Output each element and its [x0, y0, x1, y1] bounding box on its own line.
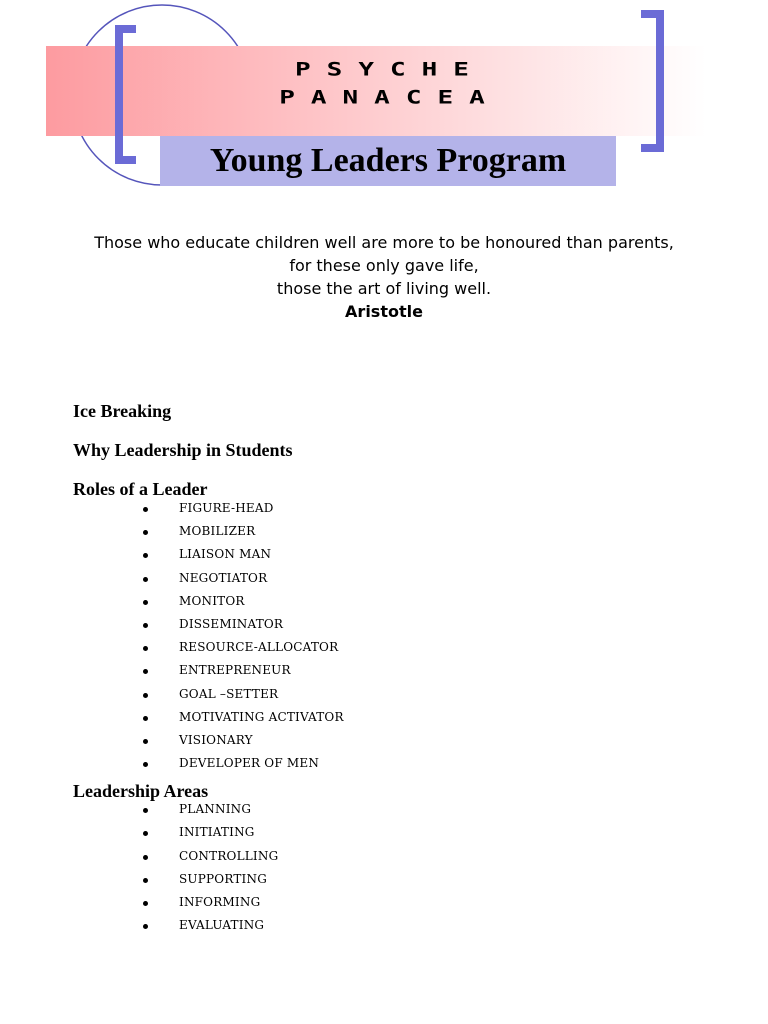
- bullet-dot-icon: [143, 924, 148, 929]
- header-banner: [0, 0, 768, 200]
- list-item: [0, 894, 500, 914]
- list-item: [0, 546, 500, 566]
- program-title: Young Leaders Program: [209, 142, 567, 179]
- list-item: [0, 732, 500, 752]
- bullet-dot-icon: [143, 831, 148, 836]
- role-text: MOTIVATING ACTIVATOR: [179, 710, 344, 724]
- role-text: ENTREPRENEUR: [179, 663, 291, 677]
- bullet-dot-icon: [143, 693, 148, 698]
- bullet-dot-icon: [143, 600, 148, 605]
- area-text: CONTROLLING: [179, 849, 279, 863]
- role-text: GOAL –SETTER: [179, 687, 279, 701]
- quote-block: [0, 231, 768, 323]
- brand-line-1: PSYCHE: [295, 59, 485, 81]
- list-item: [0, 500, 500, 520]
- role-text: MONITOR: [179, 594, 245, 608]
- area-text: INITIATING: [179, 825, 255, 839]
- quote-line-3: those the art of living well.: [276, 279, 492, 298]
- role-text: MOBILIZER: [179, 524, 256, 538]
- quote-line-2: for these only gave life,: [289, 256, 479, 275]
- heading-ice-breaking: Ice Breaking: [73, 401, 172, 421]
- list-item: [0, 801, 500, 821]
- list-item: [0, 917, 500, 937]
- list-item: [0, 662, 500, 682]
- role-text: VISIONARY: [179, 733, 253, 747]
- bullet-dot-icon: [143, 855, 148, 860]
- bullet-dot-icon: [143, 762, 148, 767]
- list-item: [0, 848, 500, 868]
- bullet-dot-icon: [143, 808, 148, 813]
- list-item: [0, 593, 500, 613]
- role-text: NEGOTIATOR: [179, 571, 268, 585]
- heading-why-leadership: Why Leadership in Students: [73, 440, 293, 460]
- list-item: [0, 686, 500, 706]
- bullet-dot-icon: [143, 669, 148, 674]
- heading-roles: Roles of a Leader: [73, 479, 208, 499]
- bullet-dot-icon: [143, 577, 148, 582]
- area-text: PLANNING: [179, 802, 252, 816]
- quote-author: Aristotle: [345, 302, 423, 321]
- list-item: [0, 755, 500, 775]
- brand-line-2: PANACEA: [279, 87, 501, 109]
- area-text: INFORMING: [179, 895, 261, 909]
- bullet-dot-icon: [143, 901, 148, 906]
- list-item: [0, 570, 500, 590]
- bullet-dot-icon: [143, 646, 148, 651]
- list-item: [0, 523, 500, 543]
- heading-leadership-areas: Leadership Areas: [73, 781, 209, 801]
- list-item: [0, 824, 500, 844]
- bullet-dot-icon: [143, 878, 148, 883]
- list-item: [0, 639, 500, 659]
- area-text: EVALUATING: [179, 918, 265, 932]
- bullet-dot-icon: [143, 553, 148, 558]
- role-text: RESOURCE-ALLOCATOR: [179, 640, 339, 654]
- bullet-dot-icon: [143, 623, 148, 628]
- bullet-dot-icon: [143, 716, 148, 721]
- list-item: [0, 616, 500, 636]
- role-text: FIGURE-HEAD: [179, 501, 274, 515]
- role-text: LIAISON MAN: [179, 547, 272, 561]
- bullet-dot-icon: [143, 530, 148, 535]
- quote-line-1: Those who educate children well are more to be honoured than parents,: [94, 233, 674, 252]
- role-text: DEVELOPER OF MEN: [179, 756, 320, 770]
- list-item: [0, 871, 500, 891]
- list-item: [0, 709, 500, 729]
- role-text: DISSEMINATOR: [179, 617, 284, 631]
- area-text: SUPPORTING: [179, 872, 267, 886]
- bullet-dot-icon: [143, 507, 148, 512]
- bullet-dot-icon: [143, 739, 148, 744]
